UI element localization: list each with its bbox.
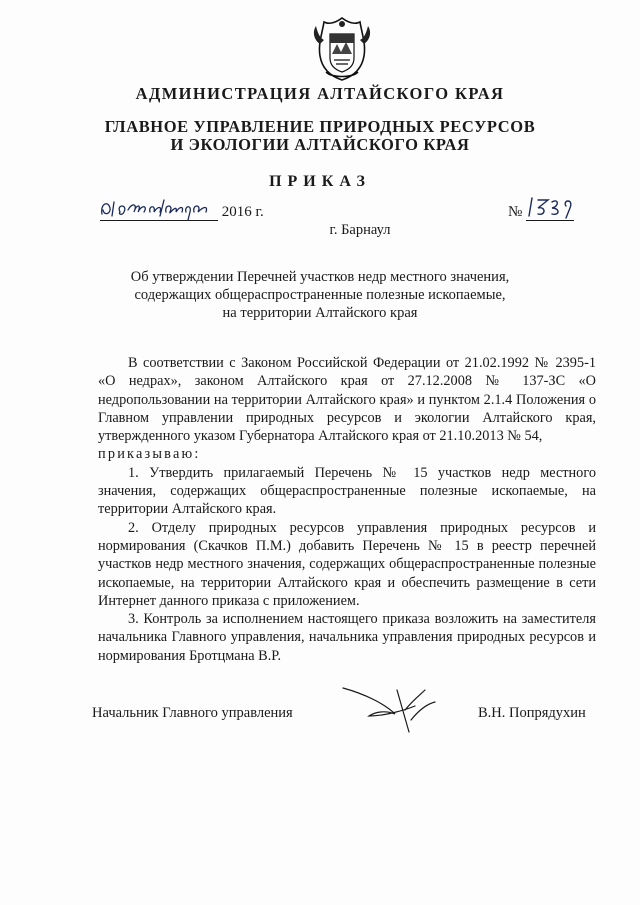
order-date <box>100 200 264 221</box>
order-subject <box>0 268 640 322</box>
handwritten-date <box>100 200 218 221</box>
order-item-3: 3. Контроль за исполнением настоящего приказа возложить на заместителя начальника Главного управления, начальника управления природных ресурсов и нормирования Бротцмана В.Р. <box>98 611 596 664</box>
coat-of-arms-emblem <box>310 14 374 82</box>
order-item-2: 2. Отделу природных ресурсов управления природных ресурсов и нормирования (Скачков П.М.) добавить Перечень № 15 в реестр перечней участков недр местного значения, содержащих общераспространенные полезные ископаемые, на территории Алтайского края и обеспечить размещение в сети Интернет данного приказа с приложением. <box>98 519 596 609</box>
department-title-line2: И ЭКОЛОГИИ АЛТАЙСКОГО КРАЯ <box>170 135 470 154</box>
order-number <box>508 200 574 221</box>
subject-line1: Об утверждении Перечней участков недр местного значения, <box>130 269 510 285</box>
number-label: № <box>508 204 523 220</box>
signatory-name: В.Н. Попрядухин <box>478 705 586 721</box>
subject-line2: содержащих общераспространенные полезные ископаемые, <box>134 287 506 303</box>
order-body <box>98 354 596 665</box>
document-type-heading: ПРИКАЗ <box>269 173 371 190</box>
order-word-text: приказываю: <box>98 446 201 463</box>
order-item-1: 1. Утвердить прилагаемый Перечень № 15 участков недр местного значения, содержащих общераспространенные полезные ископаемые, на территории Алтайского края. <box>98 464 596 518</box>
order-year: 2016 г. <box>221 204 264 220</box>
handwritten-signature <box>335 680 445 740</box>
order-word <box>98 445 596 463</box>
signatory-position: Начальник Главного управления <box>92 705 293 721</box>
handwritten-date-strokes <box>98 194 222 222</box>
preamble-paragraph <box>98 354 596 445</box>
organization-title: АДМИНИСТРАЦИЯ АЛТАЙСКОГО КРАЯ <box>135 84 505 103</box>
handwritten-number <box>526 200 574 221</box>
handwritten-number-strokes <box>526 192 578 220</box>
preamble-text: В соответствии с Законом Российской Федерации от 21.02.1992 № 2395-1 «О недрах», законом Алтайского края от 27.12.2008 № 137-ЗС «О недропользовании на территории Алтайского края» и пунктом 2.1.4 Положения о Главном управлении природных ресурсов и экологии Алтайского края, утвержденного указом Губернатора Алтайского края от 21.10.2013 № 54, <box>98 355 596 445</box>
department-title-line1: ГЛАВНОЕ УПРАВЛЕНИЕ ПРИРОДНЫХ РЕСУРСОВ <box>104 117 536 136</box>
department-title <box>0 118 640 154</box>
subject-line3: на территории Алтайского края <box>222 305 418 321</box>
city: г. Барнаул <box>329 222 391 238</box>
